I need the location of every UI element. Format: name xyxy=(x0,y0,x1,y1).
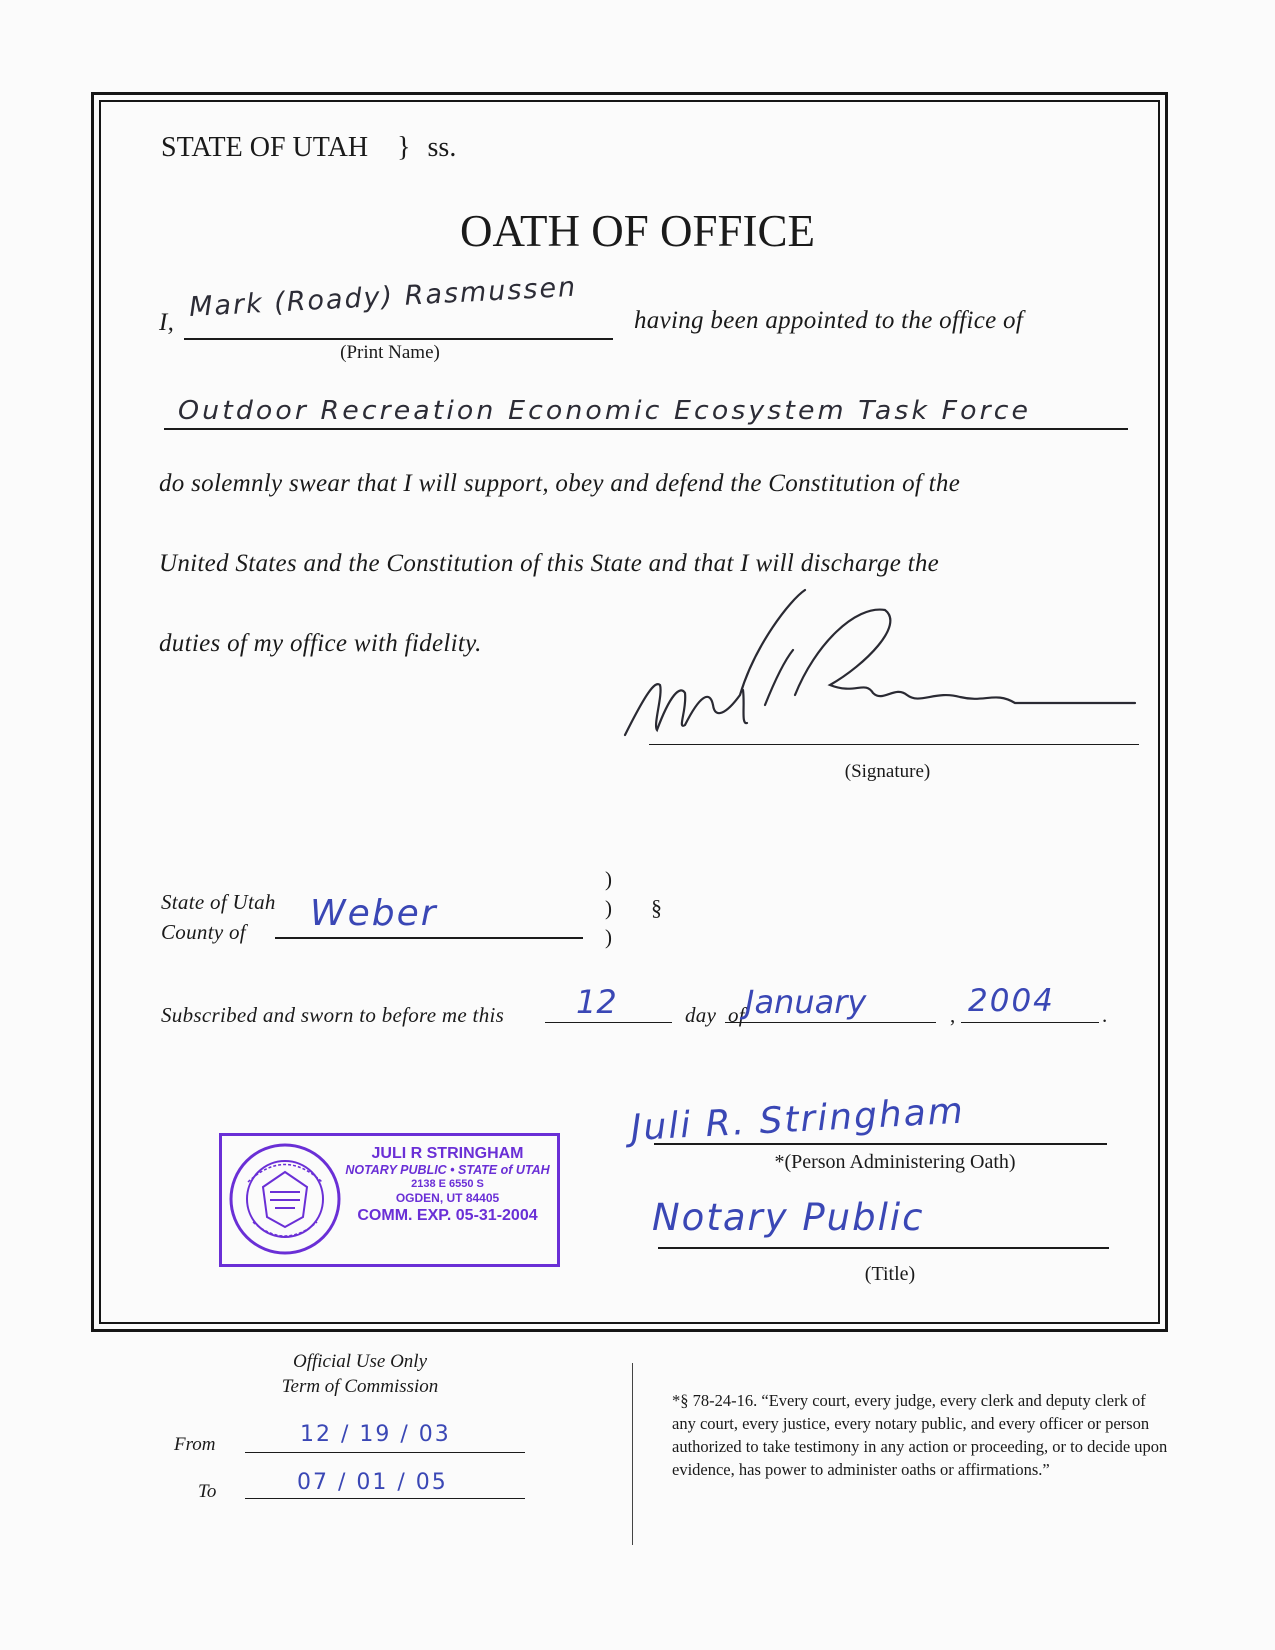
appointee-name-handwritten: Mark (Roady) Rasmussen xyxy=(188,271,578,323)
to-line xyxy=(245,1498,525,1499)
statute-note: *§ 78-24-16. “Every court, every judge, every clerk and deputy clerk of any court, every justice, every notary public, and every officer or person authorized to take testimony in any action or proceeding, or to decide upon evidence, has power to administer oaths or affirmations.” xyxy=(672,1391,1168,1479)
appointee-prefix: I, xyxy=(159,309,175,336)
print-name-line xyxy=(184,338,613,340)
jurat-day-handwritten: 12 xyxy=(576,983,617,1021)
venue-state-label: State of Utah xyxy=(161,890,276,914)
day-line xyxy=(545,1022,672,1023)
appointee-suffix: having been appointed to the office of xyxy=(634,307,1024,334)
title-line xyxy=(658,1247,1109,1249)
signature-caption: (Signature) xyxy=(844,761,931,782)
title-caption: (Title) xyxy=(864,1263,916,1285)
month-line xyxy=(725,1022,936,1023)
from-label: From xyxy=(174,1434,216,1455)
state-label: STATE OF UTAH xyxy=(161,132,369,163)
administrator-signature-handwritten: Juli R. Stringham xyxy=(629,1090,966,1149)
appointee-signature-graphic xyxy=(615,585,1155,755)
state-seal-icon xyxy=(228,1142,342,1256)
from-line xyxy=(245,1452,525,1453)
county-line xyxy=(275,937,583,939)
paren: ) xyxy=(605,867,612,891)
stamp-name: JULI R STRINGHAM xyxy=(371,1145,524,1162)
administrator-title-handwritten: Notary Public xyxy=(652,1196,925,1239)
oath-line-1: do solemnly swear that I will support, obey and defend the Constitution of the xyxy=(159,470,961,497)
jurat-of-label: of xyxy=(728,1003,745,1027)
stamp-address-1: 2138 E 6550 S xyxy=(411,1178,484,1191)
jurat-year-handwritten: 2004 xyxy=(968,983,1055,1019)
page-title: OATH OF OFFICE xyxy=(459,206,816,256)
oath-line-3: duties of my office with fidelity. xyxy=(159,630,482,657)
to-date-handwritten: 07 / 01 / 05 xyxy=(297,1470,448,1495)
stamp-expiry: COMM. EXP. 05-31-2004 xyxy=(357,1206,538,1224)
state-brace: } xyxy=(397,132,411,163)
jurat-month-handwritten: January xyxy=(745,983,867,1021)
year-line xyxy=(961,1022,1099,1023)
ss-label: ss. xyxy=(427,132,457,163)
stamp-address-2: OGDEN, UT 84405 xyxy=(395,1191,500,1206)
administrator-line xyxy=(654,1143,1107,1145)
venue-county-label: County of xyxy=(161,920,246,944)
term-of-commission-heading: Term of Commission xyxy=(281,1376,439,1397)
oath-line-2: United States and the Constitution of this State and that I will discharge the xyxy=(159,550,940,577)
paren: ) xyxy=(605,896,612,920)
official-use-heading: Official Use Only xyxy=(292,1351,428,1372)
stamp-commission: NOTARY PUBLIC • STATE of UTAH xyxy=(345,1163,550,1178)
print-name-caption: (Print Name) xyxy=(340,342,440,363)
state-heading xyxy=(161,132,456,164)
signature-line xyxy=(649,744,1139,745)
notary-stamp xyxy=(219,1133,560,1267)
from-date-handwritten: 12 / 19 / 03 xyxy=(300,1422,451,1447)
jurat-period: . xyxy=(1102,1003,1108,1027)
administrator-caption: *(Person Administering Oath) xyxy=(774,1151,1016,1173)
office-handwritten: Outdoor Recreation Economic Ecosystem Task Force xyxy=(178,396,1032,426)
paren: ) xyxy=(605,925,612,949)
jurat-day-label: day xyxy=(685,1003,717,1027)
office-line xyxy=(164,428,1128,430)
venue-parens xyxy=(605,865,612,952)
jurat-comma: , xyxy=(950,1003,956,1027)
section-divider xyxy=(632,1363,633,1545)
jurat-prefix: Subscribed and sworn to before me this xyxy=(161,1003,505,1027)
county-handwritten: Weber xyxy=(310,893,438,934)
to-label: To xyxy=(198,1481,217,1502)
section-symbol: § xyxy=(651,895,662,920)
